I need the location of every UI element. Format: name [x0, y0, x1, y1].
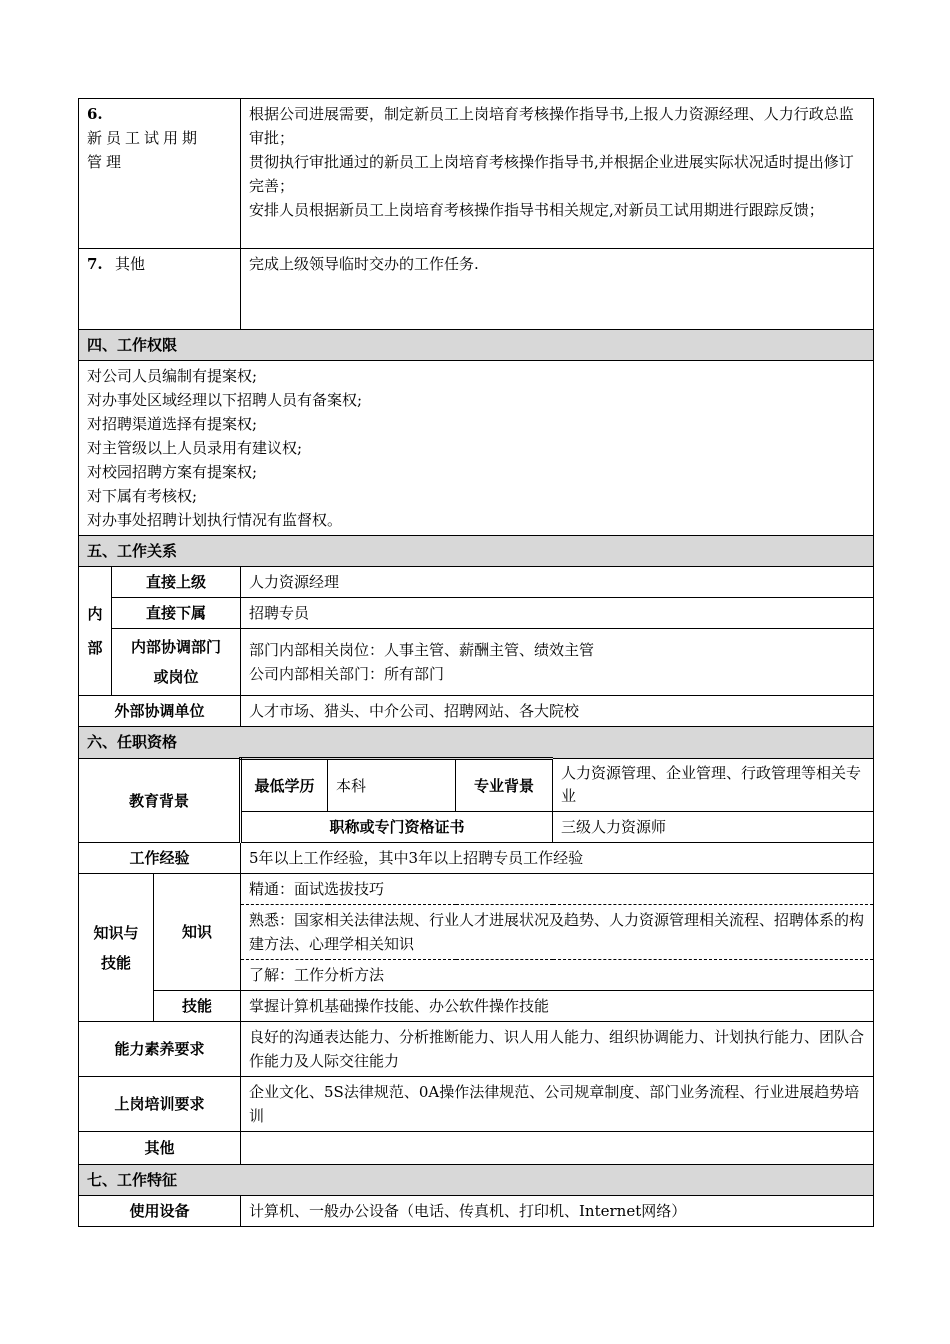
- authority-item: 对下属有考核权;: [87, 487, 198, 505]
- duty-name: 其他: [115, 255, 146, 273]
- duty-number: 6.: [87, 105, 103, 123]
- authority-item: 对办事处招聘计划执行情况有监督权。: [87, 511, 343, 529]
- authority-item: 对校园招聘方案有提案权;: [87, 463, 258, 481]
- training-label: 上岗培训要求: [79, 1077, 241, 1132]
- ability-label: 能力素养要求: [79, 1022, 241, 1077]
- experience-label: 工作经验: [79, 843, 241, 874]
- certificate-value: 三级人力资源师: [553, 812, 874, 843]
- other-label: 其他: [79, 1132, 241, 1165]
- subordinate-label: 直接下属: [112, 598, 241, 629]
- duty-line: 根据公司进展需要，制定新员工上岗培育考核操作指导书,上报人力资源经理、人力行政总监审批；: [249, 105, 854, 147]
- duty-line: 安排人员根据新员工上岗培育考核操作指导书相关规定,对新员工试用期进行跟踪反馈；: [249, 201, 824, 219]
- external-coordination-label: 外部协调单位: [79, 696, 241, 727]
- authority-item: 对公司人员编制有提案权;: [87, 367, 258, 385]
- internal-coordination-label: 内部协调部门 或岗位: [112, 629, 241, 696]
- skill-value: 掌握计算机基础操作技能、办公软件操作技能: [241, 991, 874, 1022]
- subordinate-value: 招聘专员: [241, 598, 874, 629]
- equipment-label: 使用设备: [79, 1196, 241, 1227]
- superior-value: 人力资源经理: [241, 567, 874, 598]
- duty-name: 新员工试用期管理: [87, 129, 202, 171]
- duty-line: 贯彻执行审批通过的新员工上岗培育考核操作指导书,并根据企业进展实际状况适时提出修订完善；: [249, 153, 854, 195]
- major-value: 人力资源管理、企业管理、行政管理等相关专业: [553, 759, 874, 812]
- knowledge-expert: 精通：面试选拔技巧: [241, 874, 874, 905]
- internal-coordination-value: 部门内部相关岗位：人事主管、薪酬主管、绩效主管 公司内部相关部门：所有部门: [241, 629, 874, 696]
- min-degree-value: 本科: [328, 759, 456, 812]
- training-value: 企业文化、5S法律规范、0A操作法律规范、公司规章制度、部门业务流程、行业进展趋势培训: [241, 1077, 874, 1132]
- duty-row: [79, 99, 874, 249]
- major-label: 专业背景: [456, 759, 553, 812]
- section-title-relations: 五、工作关系: [79, 536, 874, 567]
- other-value: [241, 1132, 874, 1165]
- min-degree-label: 最低学历: [241, 759, 328, 812]
- experience-value: 5年以上工作经验，其中3年以上招聘专员工作经验: [241, 843, 874, 874]
- external-coordination-value: 人才市场、猎头、中介公司、招聘网站、各大院校: [241, 696, 874, 727]
- authority-item: 对招聘渠道选择有提案权;: [87, 415, 258, 433]
- duty-line: 完成上级领导临时交办的工作任务.: [249, 255, 479, 273]
- superior-label: 直接上级: [112, 567, 241, 598]
- equipment-value: 计算机、一般办公设备（电话、传真机、打印机、Internet网络）: [241, 1196, 874, 1227]
- duty-number: 7.: [87, 255, 103, 273]
- knowledge-skills-label: 知识与 技能: [79, 874, 154, 1022]
- duty-row: [79, 249, 874, 330]
- authority-item: 对主管级以上人员录用有建议权;: [87, 439, 303, 457]
- knowledge-understand: 了解：工作分析方法: [241, 960, 874, 991]
- internal-label: 内 部: [79, 567, 112, 696]
- knowledge-label: 知识: [154, 874, 241, 991]
- knowledge-familiar: 熟悉：国家相关法律法规、行业人才进展状况及趋势、人力资源管理相关流程、招聘体系的构建方法、心理学相关知识: [241, 905, 874, 960]
- section-title-features: 七、工作特征: [79, 1165, 874, 1196]
- authority-list: [79, 361, 874, 536]
- ability-value: 良好的沟通表达能力、分析推断能力、识人用人能力、组织协调能力、计划执行能力、团队合作能力及人际交往能力: [241, 1022, 874, 1077]
- job-description-table: [78, 98, 873, 1227]
- section-title-authority: 四、工作权限: [79, 330, 874, 361]
- authority-item: 对办事处区域经理以下招聘人员有备案权;: [87, 391, 363, 409]
- section-title-qualifications: 六、任职资格: [79, 727, 874, 759]
- skill-label: 技能: [154, 991, 241, 1022]
- education-label: 教育背景: [79, 759, 241, 843]
- certificate-label: 职称或专门资格证书: [241, 812, 553, 843]
